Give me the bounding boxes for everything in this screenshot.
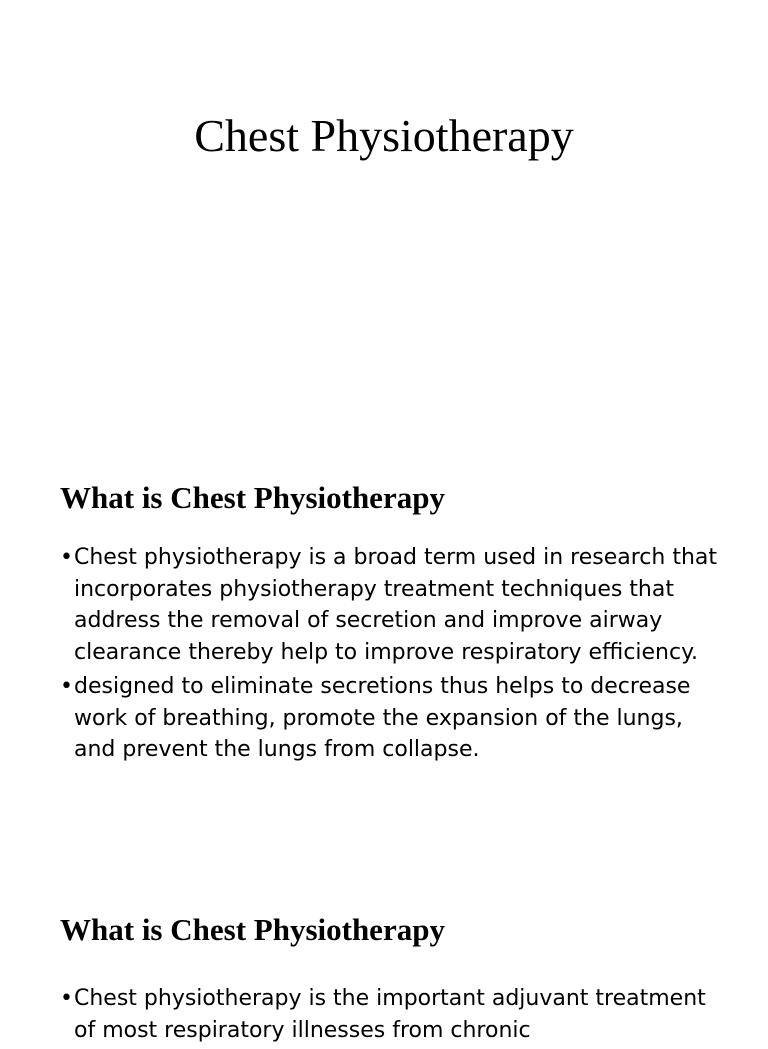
deck-title: Chest Physiotherapy — [194, 110, 574, 161]
bullet-text: Chest physiotherapy is a broad term used in research that incorporates physiotherapy treatment techniques that address the removal of secretion and improve airway clearance thereby help to improve respiratory efficiency. — [74, 545, 717, 665]
bullet-item — [60, 542, 720, 668]
bullet-dot-icon: • — [60, 986, 73, 1011]
bullet-text: Chest physiotherapy is the important adjuvant treatment of most respiratory illnesses from chronic — [74, 986, 706, 1043]
bullet-list — [60, 542, 720, 769]
bullet-list — [60, 983, 720, 1049]
content-slide — [0, 870, 768, 1043]
bullet-dot-icon: • — [60, 545, 73, 570]
bullet-item — [60, 671, 720, 766]
bullet-text: designed to eliminate secretions thus helps to decrease work of breathing, promote the expansion of the lungs, and prevent the lungs from collapse. — [74, 674, 691, 762]
bullet-item — [60, 983, 720, 1046]
title-slide — [0, 0, 768, 440]
bullet-dot-icon: • — [60, 674, 73, 699]
content-slide — [0, 440, 768, 870]
slide-heading: What is Chest Physiotherapy — [60, 912, 445, 947]
slide-heading: What is Chest Physiotherapy — [60, 480, 445, 515]
